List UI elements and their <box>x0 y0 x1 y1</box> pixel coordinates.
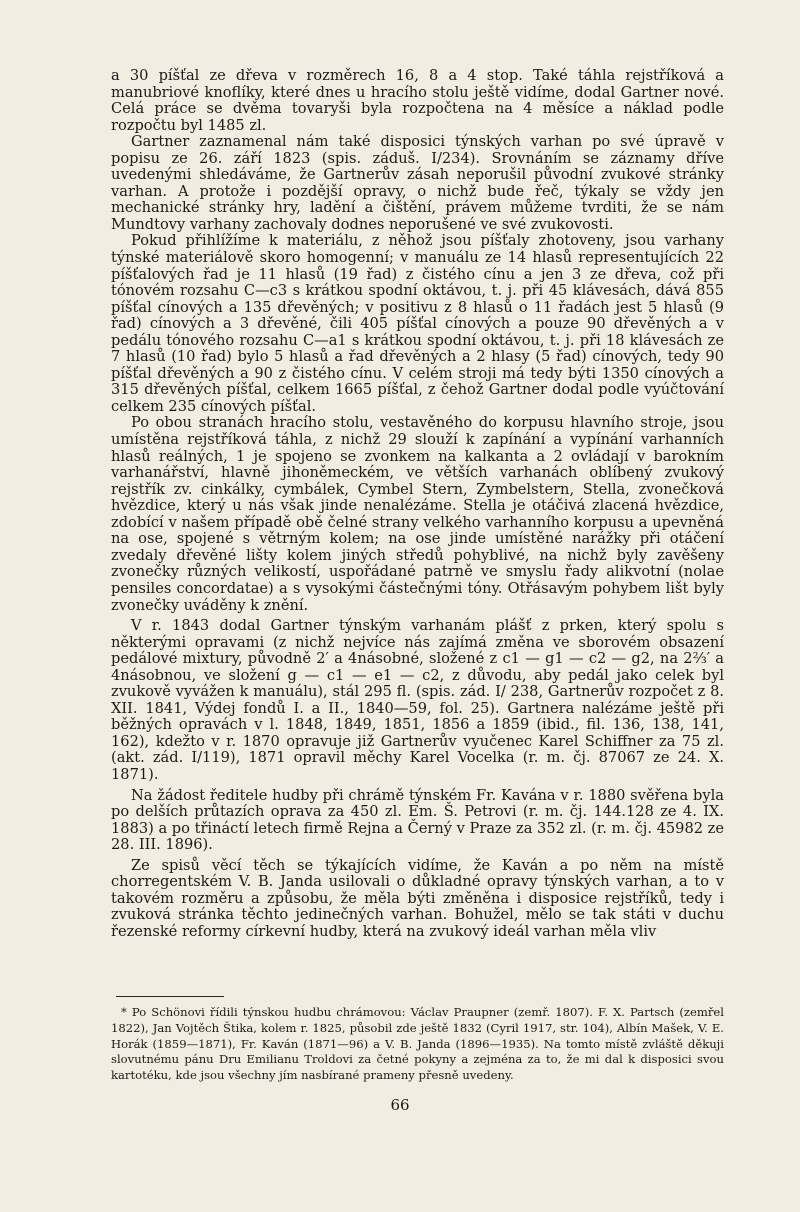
paragraph-disposition: Gartner zaznamenal nám také disposici týnských varhan po své úpravě v popisu ze 26. září 1823 (spis. záduš. I/234). Srovnáním se záznamy dříve uvedenými shledáváme, že Gartnerův zásah neporušil původní zvukové stránky varhan. A protože i pozdější opravy, o nichž bude řeč, týkaly se vždy jen mechanické stránky hry, ladění a čištění, právem můžeme tvrditi, že se nám Mundtovy varhany zachovaly dodnes neporušené ve své zvukovosti. <box>111 133 724 233</box>
paragraph-kavan-request: Na žádost ředitele hudby při chrámě týnském Fr. Kavána v r. 1880 svěřena byla po delších průtazích oprava za 450 zl. Em. Š. Petrovi (r. m. čj. 144.128 ze 4. IX. 1883) a po třináctí letech firmě Rejna a Černý v Praze za 352 zl. (r. m. čj. 45982 ze 28. III. 1896). <box>111 786 724 854</box>
footnote: * Po Schönovi řídili týnskou hudbu chrámovou: Václav Praupner (zemř. 1807). F. X. Partsch (zemřel 1822), Jan Vojtěch Štika, kolem r. 1825, působil zde ještě 1832 (Cyril 1917, str. 104), Albín Mašek, V. E. Horák (1859—1871), Fr. Kaván (1871—96) a V. B. Janda (1896—1935). Na tomto místě zvláště děkuji slovutnému pánu Dru Emilianu Troldovi za četné pokyny a zejména za to, že mi dal k disposici svou kartotéku, kde jsou všechny jím nasbírané prameny přesně uvedeny. <box>111 1005 724 1083</box>
page-number: 66 <box>390 1096 410 1114</box>
paragraph-stops: Po obou stranách hracího stolu, vestavěného do korpusu hlavního stroje, jsou umístěna rejstříková táhla, z nichž 29 slouží k zapínání a vypínání varhanních hlasů reálných, 1 je spojeno se zvonkem na kalkanta a 2 ovládají v barokním varhanářství, hlavně jihoněmeckém, ve větších varhanách oblíbený zvukový rejstřík zv. cinkálky, cymbálek, Cymbel Stern, Zymbelstern, Stella, zvonečková hvězdice, který u nás však jinde nenalézáme. Stella je otáčivá zlacená hvězdice, zdobící v našem případě obě čelné strany velkého varhanního korpusu a upevněná na ose, spojené s větrným kolem; na ose jinde umístěné narážky při otáčení zvedaly dřevěné lišty kolem jiných středů pohyblivé, na nichž byly zavěšeny zvonečky různých velikostí, uspořádané patrně ve smyslu řady alikvotní (nolae pensiles concordatae) a s vysokými částečnými tóny. Otřásavým pohybem lišt byly zvonečky uváděny k znění. <box>111 414 724 614</box>
paragraph-1843-repairs: V r. 1843 dodal Gartner týnským varhanám plášť z prken, který spolu s některými opravami (z nichž nejvíce nás zajímá změna ve sborovém obsazení pedálové mixtury, původně 2′ a 4násobné, složené z c1 — g1 — c2 — g2, na 2⅔′ a 4násobnou, ve složení g — c1 — e1 — c2, z důvodu, aby pedál jako celek byl zvukově vyvážen k manuálu), stál 295 fl. (spis. zád. I/ 238, Gartnerův rozpočet z 8. XII. 1841, Výdej fondů I. a II., 1840—59, fol. 25). Gartnera nalézáme ještě při běžných opravách v l. 1848, 1849, 1851, 1856 a 1859 (ibid., fil. 136, 138, 141, 162), kdežto v r. 1870 opravuje již Gartnerův vyučenec Karel Schiffner za 75 zl. (akt. zád. I/119), 1871 opravil měchy Karel Vocelka (r. m. čj. 87067 ze 24. X. 1871). <box>111 617 724 783</box>
body-text <box>111 68 724 940</box>
paragraph-continuation: a 30 píšťal ze dřeva v rozměrech 16, 8 a 4 stop. Také táhla rejstříková a manubriové knoflíky, které dnes u hracího stolu ještě vidíme, dodal Gartner nové. Celá práce se dvěma tovaryši byla rozpočtena na 4 měsíce a náklad podle rozpočtu byl 1485 zl. <box>111 67 724 134</box>
paragraph-materials: Pokud přihlížíme k materiálu, z něhož jsou píšťaly zhotoveny, jsou varhany týnské materiálově skoro homogenní; v manuálu ze 14 hlasů representujících 22 píšťalových řad je 11 hlasů (19 řad) z čistého cínu a jen 3 ze dřeva, což při tónovém rozsahu C—c3 s krátkou spodní oktávou, t. j. při 45 klávesách, dává 855 píšťal cínových a 135 dřevěných; v positivu z 8 hlasů o 11 řadách jest 5 hlasů (9 řad) cínových a 3 dřevěné, čili 405 píšťal cínových a pouze 90 dřevěných a v pedálu tónového rozsahu C—a1 s krátkou spodní oktávou, t. j. při 18 klávesách ze 7 hlasů (10 řad) bylo 5 hlasů a řad dřevěných a 2 hlasy (5 řad) cínových, tedy 90 píšťal dřevěných a 90 z čistého cínu. V celém stroji má tedy býti 1350 cínových a 315 dřevěných píšťal, celkem 1665 píšťal, z čehož Gartner dodal podle vyúčtování celkem 235 cínových píšťal. <box>111 232 724 415</box>
footnote-divider <box>116 996 224 997</box>
paragraph-reform: Ze spisů věcí těch se týkajících vidíme, že Kaván a po něm na místě chorregentském V. B. Janda usilovali o důkladné opravy týnských varhan, a to v takovém rozměru a způsobu, že měla býti změněna i disposice rejstříků, tedy i zvuková stránka těchto jedinečných varhan. Bohužel, mělo se tak státi v duchu řezenské reformy církevní hudby, která na zvukový ideál varhan měla vliv <box>111 856 724 940</box>
